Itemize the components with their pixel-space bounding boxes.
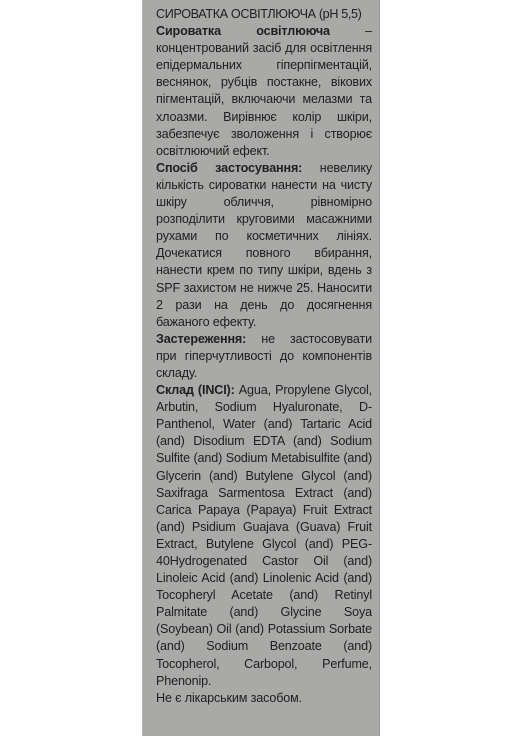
warnings-paragraph [156, 331, 372, 382]
description-heading: Сироватка освітлююча [156, 24, 330, 39]
ingredients-paragraph [156, 382, 372, 690]
ingredients-heading: Склад (INCI): [156, 383, 235, 398]
ingredients-text: Agua, Propylene Glycol, Arbutin, Sodium Hyaluronate, D-Panthenol, Water (and) Tartaric Acid (and) Disodium EDTA (and) Sodium Sulfite (and) Sodium Metabisulfite (and) Glycerin (and) Butylene Glycol (and) Saxifraga Sarmentosa Extract (and) Carica Papaya (Papaya) Fruit Extract (and) Psidium Guajava (Guava) Fruit Extract, Butylene Glycol (and) PEG-40Hydrogenated Castor Oil (and) Linoleic Acid (and) Linolenic Acid (and) Tocopheryl Acetate (and) Retinyl Palmitate (and) Glycine Soya (Soybean) Oil (and) Potassium Sorbate (and) Sodium Benzoate (and) Tocopherol, Carbopol, Perfume, Phenonip. [156, 383, 372, 688]
description-paragraph [156, 23, 372, 160]
usage-heading: Спосіб застосування: [156, 160, 303, 175]
warnings-text: не застосовувати при гіперчутливості до компонентів складу. [156, 331, 372, 380]
warnings-heading: Застереження: [156, 331, 247, 346]
description-text: – концентрований засіб для освітлення епідермальних гіперпігментацій, веснянок, рубців постакне, вікових пігментацій, включаючи мелазми та хлоазми. Вирівнює колір шкіри, забезпечує зволоження і створює освітлюючий ефект. [156, 24, 372, 158]
usage-paragraph [156, 160, 372, 331]
usage-text: невелику кількість сироватки нанести на чисту шкіру обличчя, рівномірно розподілити круговими масажними рухами по косметичних лініях. Дочекатися повного вбирання, нанести крем по типу шкіри, вдень з SPF захистом не нижче 25. Наносити 2 рази на день до досягнення бажаного ефекту. [156, 160, 372, 329]
disclaimer: Не є лікарським засобом. [156, 690, 303, 705]
product-label-text [156, 6, 372, 707]
product-title: СИРОВАТКА ОСВІТЛЮЮЧА (рН 5,5) [156, 7, 362, 21]
